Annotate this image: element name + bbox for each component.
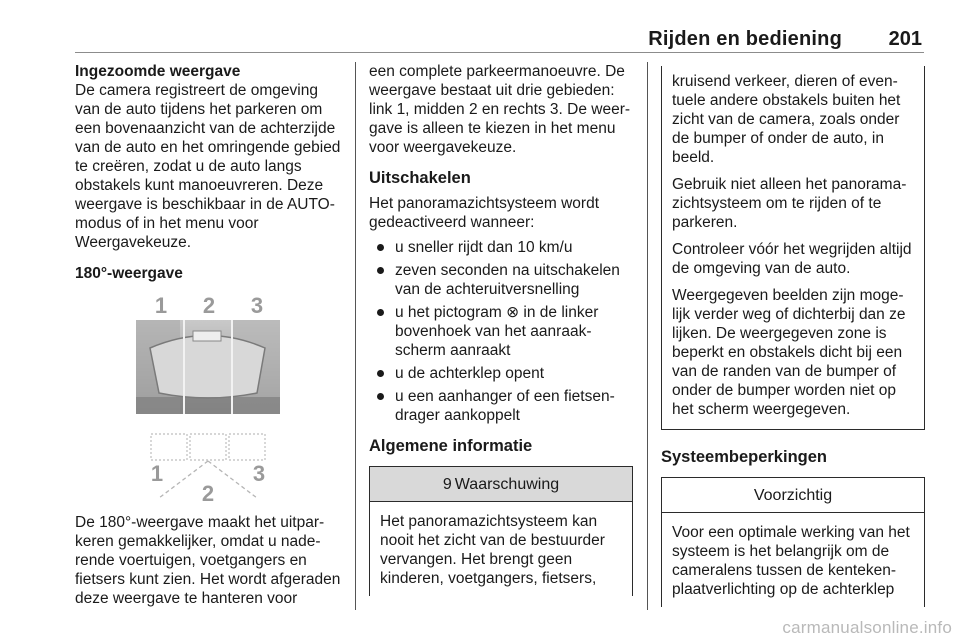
warning-box	[369, 466, 633, 596]
warning-body	[370, 502, 632, 596]
warning-paragraph-2: Gebruik niet alleen het panoramazichtsysteem om te rijden of te parkeren.	[672, 176, 907, 231]
warning-paragraph-3: Controleer vóór het wegrijden altijd de omgeving van de auto.	[672, 241, 912, 277]
heading-180-view: 180°-weergave	[75, 265, 183, 282]
paragraph-180-continued: een complete parkeermanoeuvre. De weergave bestaat uit drie gebieden: link 1, midden 2 en rechts 3. De weergave is alleen te kiezen in het menu voor weergavekeuze.	[369, 63, 631, 156]
watermark: carmanualsonline.info	[782, 618, 952, 637]
warning-title: Waarschuwing	[454, 476, 560, 493]
figure-thumbnails	[151, 434, 265, 460]
figure-label-bottom-1: 1	[150, 461, 164, 486]
figure-label-bottom-2: 2	[201, 481, 215, 505]
column-left	[75, 62, 341, 608]
chapter-title: Rijden en bediening	[648, 28, 842, 50]
bullet-icon	[377, 309, 384, 316]
list-item: u sneller rijdt dan 10 km/u	[369, 238, 633, 257]
warning-box-continued	[661, 66, 925, 430]
list-item: u de achterklep opent	[369, 364, 633, 383]
caution-text: Voor een optimale werking van het systeem is het belangrijk om de cameralens tussen de kentekenplaatverlichting op de achterklep	[672, 524, 910, 598]
caution-box	[661, 477, 925, 607]
caution-header	[662, 478, 924, 513]
list-item: u het pictogram ⊗ in de linker bovenhoek van het aanraakscherm aanraakt	[369, 303, 633, 360]
list-item: u een aanhanger of een fietsendrager aankoppelt	[369, 387, 633, 425]
figure-label-top-3: 3	[250, 293, 264, 318]
figure-180-view	[75, 293, 341, 505]
warning-header	[370, 467, 632, 502]
switch-off-list	[369, 238, 633, 425]
paragraph-180-view: De 180°-weergave maakt het uitparkeren gemakkelijker, omdat u naderende voertuigen, voetgangers en fietsers kunt zien. Het wordt afgeraden deze weergave te hanteren voor	[75, 514, 341, 607]
bullet-icon	[377, 244, 384, 251]
warning-text: Het panoramazichtsysteem kan nooit het zicht van de bestuurder vervangen. Het brengt geen kinderen, voetgangers, fietsers,	[380, 513, 605, 587]
paragraph-zoomed-view: De camera registreert de omgeving van de auto tijdens het parkeren om een bovenaanzicht van de achterzijde van de auto en het omringende gebied te creëren, zodat u de auto langs obstakels kunt manoeuvreren. Deze weergave is beschikbaar in de AUTO-modus of in het menu voor Weergavekeuze.	[75, 82, 341, 251]
column-middle	[369, 62, 633, 596]
paragraph-switch-off: Het panoramazichtsysteem wordt gedeactiveerd wanneer:	[369, 195, 600, 231]
heading-zoomed-view: Ingezoomde weergave	[75, 63, 241, 80]
bullet-icon	[377, 267, 384, 274]
bullet-icon	[377, 393, 384, 400]
caution-body	[662, 513, 924, 607]
caution-title: Voorzichtig	[753, 487, 833, 504]
camera-180-illustration	[75, 293, 341, 505]
column-divider-1	[355, 62, 356, 610]
column-right	[661, 66, 925, 607]
heading-switch-off: Uitschakelen	[369, 169, 471, 187]
warning-text-continued: kruisend verkeer, dieren of eventuele andere obstakels buiten het zicht van de camera, zoals onder de bumper of onder de auto, in beeld.	[672, 73, 901, 166]
page-number: 201	[888, 28, 922, 50]
page-header	[75, 26, 924, 53]
bullet-icon	[377, 370, 384, 377]
warning-paragraph-4: Weergegeven beelden zijn mogelijk verder weg of dichterbij dan ze lijken. De weergegeven zone is beperkt en obstakels dicht bij een van de randen van de bumper of onder de bumper worden niet op het scherm weergegeven.	[672, 287, 906, 418]
heading-system-limits: Systeembeperkingen	[661, 448, 827, 466]
figure-label-top-1: 1	[154, 293, 168, 318]
warning-icon: 9	[442, 476, 452, 493]
list-item: zeven seconden na uitschakelen van de achteruitversnelling	[369, 261, 633, 299]
figure-label-top-2: 2	[202, 293, 216, 318]
heading-general-info: Algemene informatie	[369, 437, 533, 455]
column-divider-2	[647, 62, 648, 610]
figure-label-bottom-3: 3	[252, 461, 266, 486]
